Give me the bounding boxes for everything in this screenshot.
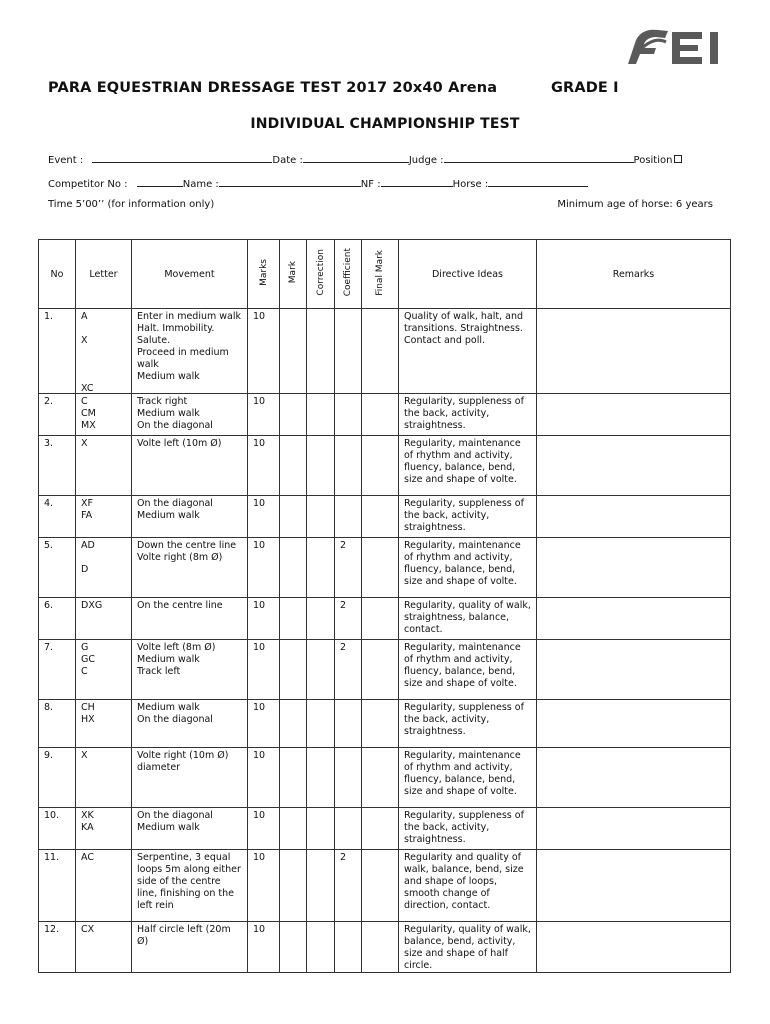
- row-coefficient: [335, 598, 362, 640]
- row-correction-input[interactable]: [307, 538, 335, 598]
- row-directive-ideas-text: Regularity, suppleness of the back, activity, straightness.: [404, 810, 524, 845]
- row-coefficient-text: [335, 922, 361, 924]
- row-coefficient: [335, 850, 362, 922]
- col-letter: Letter: [76, 240, 132, 309]
- row-movement-text: Enter in medium walk Halt. Immobility. Salute. Proceed in medium walk Medium walk: [137, 311, 241, 382]
- row-no: [39, 748, 76, 808]
- row-coefficient: [335, 496, 362, 538]
- row-movement-text: Volte left (8m Ø) Medium walk Track left: [137, 642, 216, 677]
- col-correction: [307, 240, 335, 309]
- row-movement: [132, 598, 248, 640]
- test-subtitle: INDIVIDUAL CHAMPIONSHIP TEST: [250, 116, 520, 132]
- col-final-mark: [362, 240, 399, 309]
- row-coefficient-text: [335, 496, 361, 498]
- table-row: [39, 640, 731, 700]
- row-mark-input[interactable]: [280, 700, 307, 748]
- row-movement: [132, 309, 248, 394]
- row-marks: [248, 808, 280, 850]
- row-final-mark-input[interactable]: [362, 922, 399, 973]
- row-marks: [248, 850, 280, 922]
- row-coefficient: [335, 538, 362, 598]
- row-directive-ideas-text: Regularity, suppleness of the back, activity, straightness.: [404, 498, 524, 533]
- row-no: [39, 309, 76, 394]
- row-directive-ideas: [399, 309, 537, 394]
- row-letter-text: C CM MX: [81, 396, 96, 431]
- row-directive-ideas-text: Regularity, quality of walk, balance, bend, activity, size and shape of half circle.: [404, 924, 531, 971]
- col-directive-ideas: Directive Ideas: [399, 240, 537, 309]
- row-no: [39, 808, 76, 850]
- row-remarks-input[interactable]: [537, 598, 731, 640]
- row-no: [39, 394, 76, 436]
- row-letter: [76, 436, 132, 496]
- competitor-no-field[interactable]: [137, 176, 183, 187]
- row-directive-ideas-text: Regularity, suppleness of the back, activity, straightness.: [404, 396, 524, 431]
- row-movement: [132, 436, 248, 496]
- row-no: [39, 496, 76, 538]
- row-correction-input[interactable]: [307, 808, 335, 850]
- row-coefficient-text: [335, 394, 361, 396]
- row-remarks-input[interactable]: [537, 850, 731, 922]
- row-correction-input[interactable]: [307, 748, 335, 808]
- row-letter-text: XF FA: [81, 498, 93, 521]
- row-final-mark-input[interactable]: [362, 640, 399, 700]
- horse-label: Horse :: [452, 179, 489, 190]
- row-movement-text: On the diagonal Medium walk: [137, 810, 213, 833]
- col-movement: Movement: [132, 240, 248, 309]
- row-coefficient-text: 2: [340, 600, 347, 611]
- row-letter-text: G GC C: [81, 642, 95, 677]
- row-letter: [76, 700, 132, 748]
- scoring-table: [38, 239, 731, 973]
- row-letter: [76, 538, 132, 598]
- row-marks-text: 10: [253, 642, 266, 653]
- row-marks-text: 10: [253, 924, 266, 935]
- row-movement: [132, 748, 248, 808]
- row-directive-ideas: [399, 922, 537, 973]
- col-marks: [248, 240, 280, 309]
- row-movement-text: Medium walk On the diagonal: [137, 702, 213, 725]
- row-movement: [132, 496, 248, 538]
- row-letter-text: X: [81, 750, 88, 761]
- row-movement-text: Track right Medium walk On the diagonal: [137, 396, 213, 431]
- row-letter-text: AC: [81, 852, 94, 863]
- row-letter: [76, 640, 132, 700]
- col-marks-label: Marks: [258, 259, 269, 286]
- row-directive-ideas: [399, 808, 537, 850]
- row-directive-ideas-text: Regularity, maintenance of rhythm and activity, fluency, balance, bend, size and shape of volte.: [404, 540, 521, 587]
- row-coefficient: [335, 640, 362, 700]
- test-title: PARA EQUESTRIAN DRESSAGE TEST 2017 20x40 Arena: [48, 80, 498, 96]
- table-body: [39, 309, 731, 973]
- row-no: [39, 700, 76, 748]
- table-row: [39, 436, 731, 496]
- row-mark-input[interactable]: [280, 808, 307, 850]
- row-directive-ideas-text: Regularity, maintenance of rhythm and activity, fluency, balance, bend, size and shape of volte.: [404, 642, 521, 689]
- position-checkbox[interactable]: [674, 155, 682, 163]
- row-no: [39, 598, 76, 640]
- row-letter: [76, 748, 132, 808]
- row-remarks-input[interactable]: [537, 496, 731, 538]
- row-letter-text: AD D: [81, 540, 95, 575]
- row-mark-input[interactable]: [280, 850, 307, 922]
- row-correction-input[interactable]: [307, 309, 335, 394]
- row-coefficient-text: [335, 700, 361, 702]
- row-correction-input[interactable]: [307, 700, 335, 748]
- row-remarks-input[interactable]: [537, 700, 731, 748]
- col-mark-label: Mark: [288, 261, 298, 284]
- row-mark-input[interactable]: [280, 748, 307, 808]
- row-directive-ideas: [399, 538, 537, 598]
- col-correction-label: Correction: [315, 249, 326, 296]
- row-correction-input[interactable]: [307, 598, 335, 640]
- row-no-text: 11.: [44, 852, 60, 863]
- test-title-row: [48, 80, 730, 98]
- row-no: [39, 922, 76, 973]
- row-no-text: 10.: [44, 810, 60, 821]
- min-age-note: Minimum age of horse: 6 years: [557, 199, 713, 210]
- row-no-text: 12.: [44, 924, 60, 935]
- row-no-text: 2.: [44, 396, 54, 407]
- col-remarks: Remarks: [537, 240, 731, 309]
- event-line: [48, 152, 682, 166]
- row-marks-text: 10: [253, 498, 266, 509]
- row-movement-text: Down the centre line Volte right (8m Ø): [137, 540, 237, 563]
- name-label: Name :: [182, 179, 219, 190]
- row-final-mark-input[interactable]: [362, 808, 399, 850]
- col-no: No: [39, 240, 76, 309]
- row-coefficient-text: [335, 309, 361, 311]
- row-coefficient: [335, 309, 362, 394]
- row-directive-ideas: [399, 496, 537, 538]
- row-letter: [76, 394, 132, 436]
- row-no-text: 5.: [44, 540, 54, 551]
- row-remarks-input[interactable]: [537, 538, 731, 598]
- row-letter-text: XK KA: [81, 810, 94, 833]
- row-coefficient: [335, 700, 362, 748]
- row-mark-input[interactable]: [280, 598, 307, 640]
- row-marks-text: 10: [253, 438, 266, 449]
- row-mark-input[interactable]: [280, 309, 307, 394]
- row-directive-ideas: [399, 640, 537, 700]
- row-letter-text: CH HX: [81, 702, 95, 725]
- row-correction-input[interactable]: [307, 640, 335, 700]
- row-marks-text: 10: [253, 852, 266, 863]
- table-row: [39, 538, 731, 598]
- row-movement-text: Volte left (10m Ø): [137, 438, 222, 449]
- row-correction-input[interactable]: [307, 850, 335, 922]
- name-field[interactable]: [219, 176, 361, 187]
- horse-field[interactable]: [488, 176, 588, 187]
- row-letter: [76, 922, 132, 973]
- grade-label: GRADE I: [551, 80, 619, 96]
- row-movement: [132, 640, 248, 700]
- row-marks: [248, 748, 280, 808]
- row-no-text: 8.: [44, 702, 54, 713]
- row-movement: [132, 922, 248, 973]
- row-directive-ideas: [399, 748, 537, 808]
- row-directive-ideas-text: Quality of walk, halt, and transitions. Straightness. Contact and poll.: [404, 311, 524, 346]
- nf-label: NF :: [360, 179, 381, 190]
- row-directive-ideas-text: Regularity, quality of walk, straightness, balance, contact.: [404, 600, 531, 635]
- row-no-text: 6.: [44, 600, 54, 611]
- table-row: [39, 748, 731, 808]
- fei-logo-icon: [622, 24, 750, 68]
- row-correction-input[interactable]: [307, 922, 335, 973]
- row-coefficient-text: 2: [340, 852, 347, 863]
- row-marks: [248, 538, 280, 598]
- date-field[interactable]: [303, 152, 409, 163]
- row-final-mark-input[interactable]: [362, 496, 399, 538]
- row-marks: [248, 700, 280, 748]
- row-letter: [76, 309, 132, 394]
- row-coefficient: [335, 394, 362, 436]
- row-movement-text: Half circle left (20m Ø): [137, 924, 231, 947]
- row-coefficient: [335, 436, 362, 496]
- row-directive-ideas: [399, 598, 537, 640]
- col-mark: [280, 240, 307, 309]
- row-final-mark-input[interactable]: [362, 309, 399, 394]
- row-correction-input[interactable]: [307, 496, 335, 538]
- table-row: [39, 394, 731, 436]
- row-no: [39, 850, 76, 922]
- row-remarks-input[interactable]: [537, 808, 731, 850]
- row-marks: [248, 436, 280, 496]
- row-no-text: 9.: [44, 750, 54, 761]
- row-final-mark-input[interactable]: [362, 538, 399, 598]
- row-marks: [248, 496, 280, 538]
- row-letter: [76, 808, 132, 850]
- row-mark-input[interactable]: [280, 538, 307, 598]
- row-final-mark-input[interactable]: [362, 700, 399, 748]
- row-marks: [248, 309, 280, 394]
- row-letter-text: X: [81, 438, 88, 449]
- row-marks: [248, 640, 280, 700]
- judge-field[interactable]: [444, 152, 634, 163]
- row-remarks-input[interactable]: [537, 436, 731, 496]
- row-coefficient-text: 2: [340, 540, 347, 551]
- row-coefficient: [335, 922, 362, 973]
- row-coefficient: [335, 748, 362, 808]
- row-final-mark-input[interactable]: [362, 748, 399, 808]
- row-final-mark-input[interactable]: [362, 394, 399, 436]
- row-movement: [132, 538, 248, 598]
- row-mark-input[interactable]: [280, 640, 307, 700]
- row-coefficient-text: [335, 808, 361, 810]
- table-row: [39, 850, 731, 922]
- col-coefficient: [335, 240, 362, 309]
- row-marks: [248, 922, 280, 973]
- table-row: [39, 598, 731, 640]
- row-directive-ideas-text: Regularity and quality of walk, balance, bend, size and shape of loops, smooth change of direction, contact.: [404, 852, 524, 911]
- col-final-mark-label: Final Mark: [375, 249, 385, 296]
- row-marks-text: 10: [253, 600, 266, 611]
- row-coefficient-text: [335, 748, 361, 750]
- table-header-row: [39, 240, 731, 309]
- row-movement-text: Serpentine, 3 equal loops 5m along either side of the centre line, finishing on the left rein: [137, 852, 241, 911]
- row-remarks-input[interactable]: [537, 394, 731, 436]
- row-letter: [76, 598, 132, 640]
- row-marks-text: 10: [253, 540, 266, 551]
- row-directive-ideas: [399, 436, 537, 496]
- table-row: [39, 808, 731, 850]
- judge-label: Judge :: [408, 155, 444, 166]
- row-movement: [132, 850, 248, 922]
- row-mark-input[interactable]: [280, 922, 307, 973]
- row-directive-ideas-text: Regularity, suppleness of the back, activity, straightness.: [404, 702, 524, 737]
- row-directive-ideas: [399, 850, 537, 922]
- date-label: Date :: [272, 155, 303, 166]
- row-no-text: 4.: [44, 498, 54, 509]
- col-coefficient-label: Coefficient: [343, 248, 353, 297]
- row-directive-ideas-text: Regularity, maintenance of rhythm and activity, fluency, balance, bend, size and shape of volte.: [404, 750, 521, 797]
- table-row: [39, 922, 731, 973]
- row-coefficient-text: [335, 436, 361, 438]
- event-label: Event :: [48, 155, 84, 166]
- row-movement: [132, 700, 248, 748]
- row-final-mark-input[interactable]: [362, 436, 399, 496]
- row-marks-text: 10: [253, 750, 266, 761]
- position-label: Position: [633, 155, 673, 166]
- row-letter-text: A X XC: [81, 311, 94, 393]
- row-letter-text: DXG: [81, 600, 103, 611]
- fei-logo: [622, 24, 750, 68]
- row-no-text: 1.: [44, 311, 54, 322]
- row-marks-text: 10: [253, 702, 266, 713]
- row-letter: [76, 850, 132, 922]
- row-remarks-input[interactable]: [537, 309, 731, 394]
- row-movement-text: On the centre line: [137, 600, 223, 611]
- row-marks-text: 10: [253, 810, 266, 821]
- row-marks-text: 10: [253, 396, 266, 407]
- row-directive-ideas-text: Regularity, maintenance of rhythm and activity, fluency, balance, bend, size and shape of volte.: [404, 438, 521, 485]
- row-no: [39, 436, 76, 496]
- row-coefficient-text: 2: [340, 642, 347, 653]
- row-mark-input[interactable]: [280, 436, 307, 496]
- row-movement: [132, 808, 248, 850]
- competitor-no-label: Competitor No :: [48, 179, 128, 190]
- row-letter-text: CX: [81, 924, 95, 935]
- row-remarks-input[interactable]: [537, 922, 731, 973]
- row-no-text: 7.: [44, 642, 54, 653]
- row-remarks-input[interactable]: [537, 748, 731, 808]
- table-row: [39, 309, 731, 394]
- competitor-line: [48, 176, 588, 190]
- event-field[interactable]: [92, 152, 272, 163]
- nf-field[interactable]: [381, 176, 453, 187]
- row-movement-text: Volte right (10m Ø) diameter: [137, 750, 229, 773]
- row-no-text: 3.: [44, 438, 54, 449]
- row-final-mark-input[interactable]: [362, 598, 399, 640]
- row-directive-ideas: [399, 394, 537, 436]
- row-no: [39, 538, 76, 598]
- row-mark-input[interactable]: [280, 496, 307, 538]
- row-directive-ideas: [399, 700, 537, 748]
- row-marks: [248, 598, 280, 640]
- table-row: [39, 700, 731, 748]
- row-final-mark-input[interactable]: [362, 850, 399, 922]
- row-marks-text: 10: [253, 311, 266, 322]
- row-movement-text: On the diagonal Medium walk: [137, 498, 213, 521]
- row-correction-input[interactable]: [307, 394, 335, 436]
- row-no: [39, 640, 76, 700]
- row-coefficient: [335, 808, 362, 850]
- row-remarks-input[interactable]: [537, 640, 731, 700]
- table-row: [39, 496, 731, 538]
- row-mark-input[interactable]: [280, 394, 307, 436]
- row-correction-input[interactable]: [307, 436, 335, 496]
- row-marks: [248, 394, 280, 436]
- row-movement: [132, 394, 248, 436]
- time-note: Time 5’00’’ (for information only): [48, 199, 215, 210]
- row-letter: [76, 496, 132, 538]
